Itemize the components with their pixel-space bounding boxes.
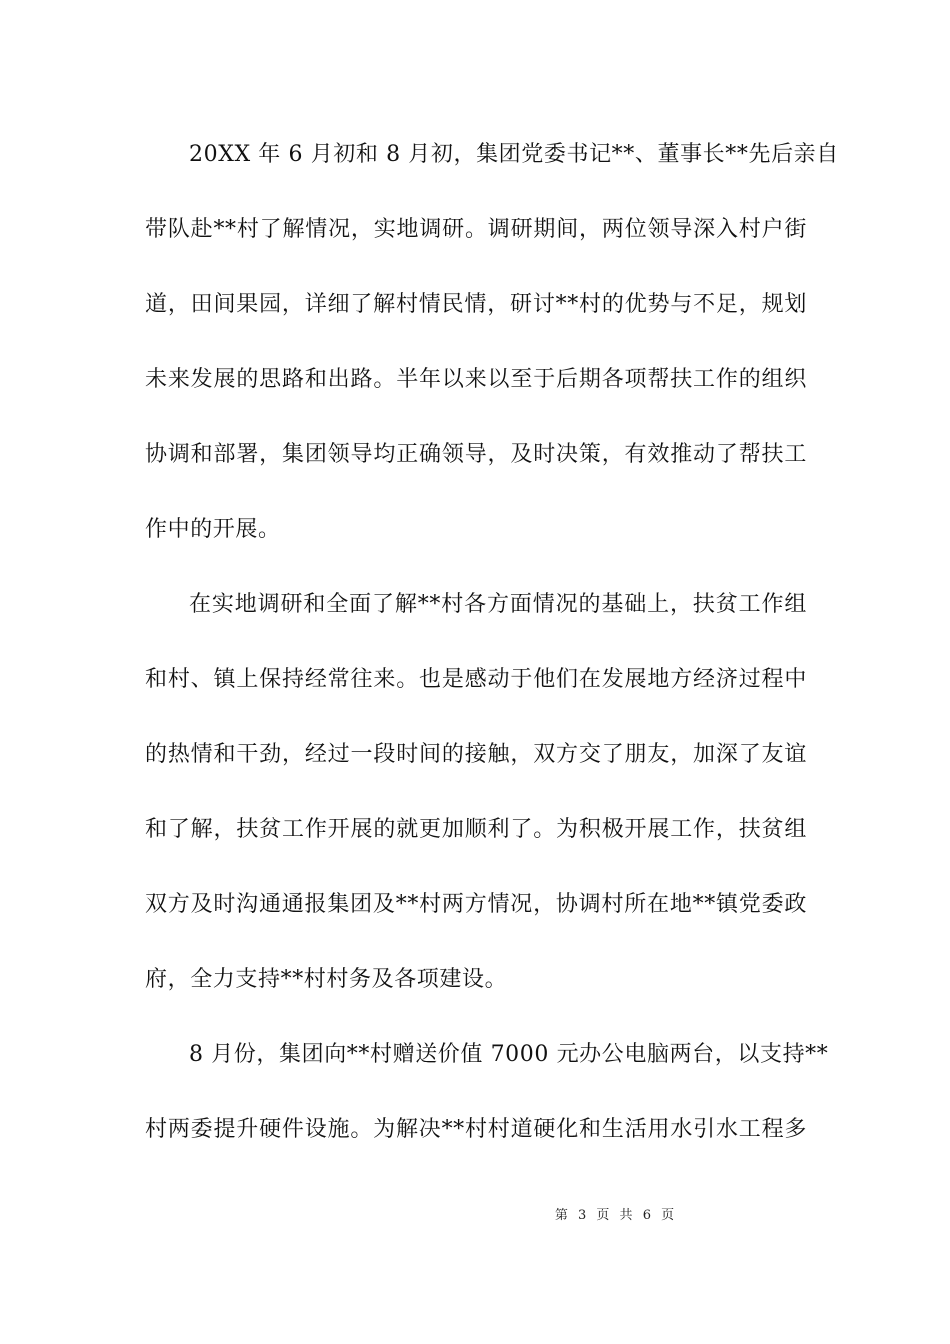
paragraph-3-line-1: 8 月份，集团向**村赠送价值 7000 元办公电脑两台，以支持** <box>189 1042 829 1067</box>
document-body <box>145 136 839 1186</box>
paragraph-2-line-2: 和村、镇上保持经常往来。也是感动于他们在发展地方经济过程中 <box>145 667 807 692</box>
paragraph-1-line-1: 20XX 年 6 月初和 8 月初，集团党委书记**、董事长**先后亲自 <box>189 142 839 167</box>
paragraph-1-line-5: 协调和部署，集团领导均正确领导，及时决策，有效推动了帮扶工 <box>145 442 807 467</box>
paragraph-1-line-2: 带队赴**村了解情况，实地调研。调研期间，两位领导深入村户街 <box>145 217 807 242</box>
paragraph-2-line-5: 双方及时沟通通报集团及**村两方情况，协调村所在地**镇党委政 <box>145 892 807 917</box>
paragraph-2-line-3: 的热情和干劲，经过一段时间的接触，双方交了朋友，加深了友谊 <box>145 742 807 767</box>
page-number-footer: 第 3 页 共 6 页 <box>554 1208 676 1223</box>
paragraph-3-line-2: 村两委提升硬件设施。为解决**村村道硬化和生活用水引水工程多 <box>145 1117 807 1142</box>
paragraph-1-line-6: 作中的开展。 <box>145 517 281 542</box>
paragraph-2-line-4: 和了解，扶贫工作开展的就更加顺利了。为积极开展工作，扶贫组 <box>145 817 807 842</box>
paragraph-1-line-3: 道，田间果园，详细了解村情民情，研讨**村的优势与不足，规划 <box>145 292 807 317</box>
paragraph-2-line-1: 在实地调研和全面了解**村各方面情况的基础上，扶贫工作组 <box>189 592 807 617</box>
paragraph-2-line-6: 府，全力支持**村村务及各项建设。 <box>145 967 508 992</box>
paragraph-1-line-4: 未来发展的思路和出路。半年以来以至于后期各项帮扶工作的组织 <box>145 367 807 392</box>
